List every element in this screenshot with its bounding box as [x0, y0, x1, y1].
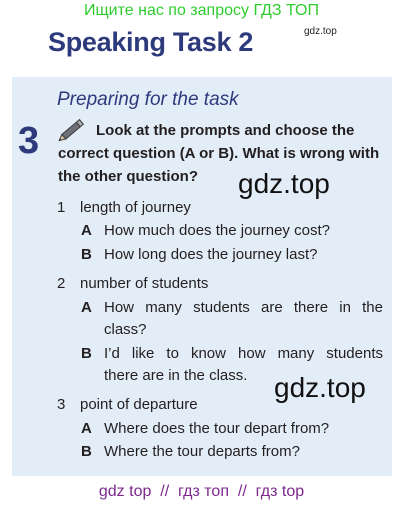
option-text-3b: Where the tour departs from?: [104, 443, 300, 460]
section-subheading: Preparing for the task: [57, 89, 239, 110]
top-watermark: Ищите нас по запросу ГДЗ ТОП: [84, 2, 319, 19]
option-letter-2b: B: [81, 345, 92, 362]
instruction-line-3: the other question?: [58, 168, 198, 185]
item-topic-1: length of journey: [80, 199, 191, 216]
instruction-line-1: Look at the prompts and choose the: [96, 122, 355, 139]
option-text-1b: How long does the journey last?: [104, 246, 318, 263]
overlay-watermark-2: gdz.top: [274, 372, 366, 403]
item-topic-2: number of students: [80, 275, 209, 292]
option-letter-3a: A: [81, 420, 92, 437]
instruction-line-2: correct question (A or B). What is wrong with: [58, 145, 380, 162]
item-number-1: 1: [57, 199, 66, 216]
option-text-2b-line-2: there are in the class.: [104, 367, 248, 384]
option-text-2a-line-1: How many students are there in the: [104, 299, 383, 316]
task-number: 3: [18, 120, 40, 162]
option-letter-3b: B: [81, 443, 92, 460]
option-text-3a: Where does the tour depart from?: [104, 420, 330, 437]
option-text-2b-line-1: I’d like to know how many students: [104, 345, 383, 362]
corner-watermark: gdz.top: [304, 26, 337, 37]
pencil-icon: [58, 114, 88, 144]
overlay-watermark-1: gdz.top: [238, 168, 330, 199]
option-letter-1b: B: [81, 246, 92, 263]
page-title: Speaking Task 2: [48, 27, 254, 57]
option-letter-1a: A: [81, 222, 92, 239]
item-number-3: 3: [57, 396, 66, 413]
option-text-1a: How much does the journey cost?: [104, 222, 330, 239]
item-number-2: 2: [57, 275, 66, 292]
item-topic-3: point of departure: [80, 396, 198, 413]
option-letter-2a: A: [81, 299, 92, 316]
bottom-watermark: gdz top // гдз топ // гдз top: [98, 483, 305, 500]
option-text-2a-line-2: class?: [104, 321, 147, 338]
